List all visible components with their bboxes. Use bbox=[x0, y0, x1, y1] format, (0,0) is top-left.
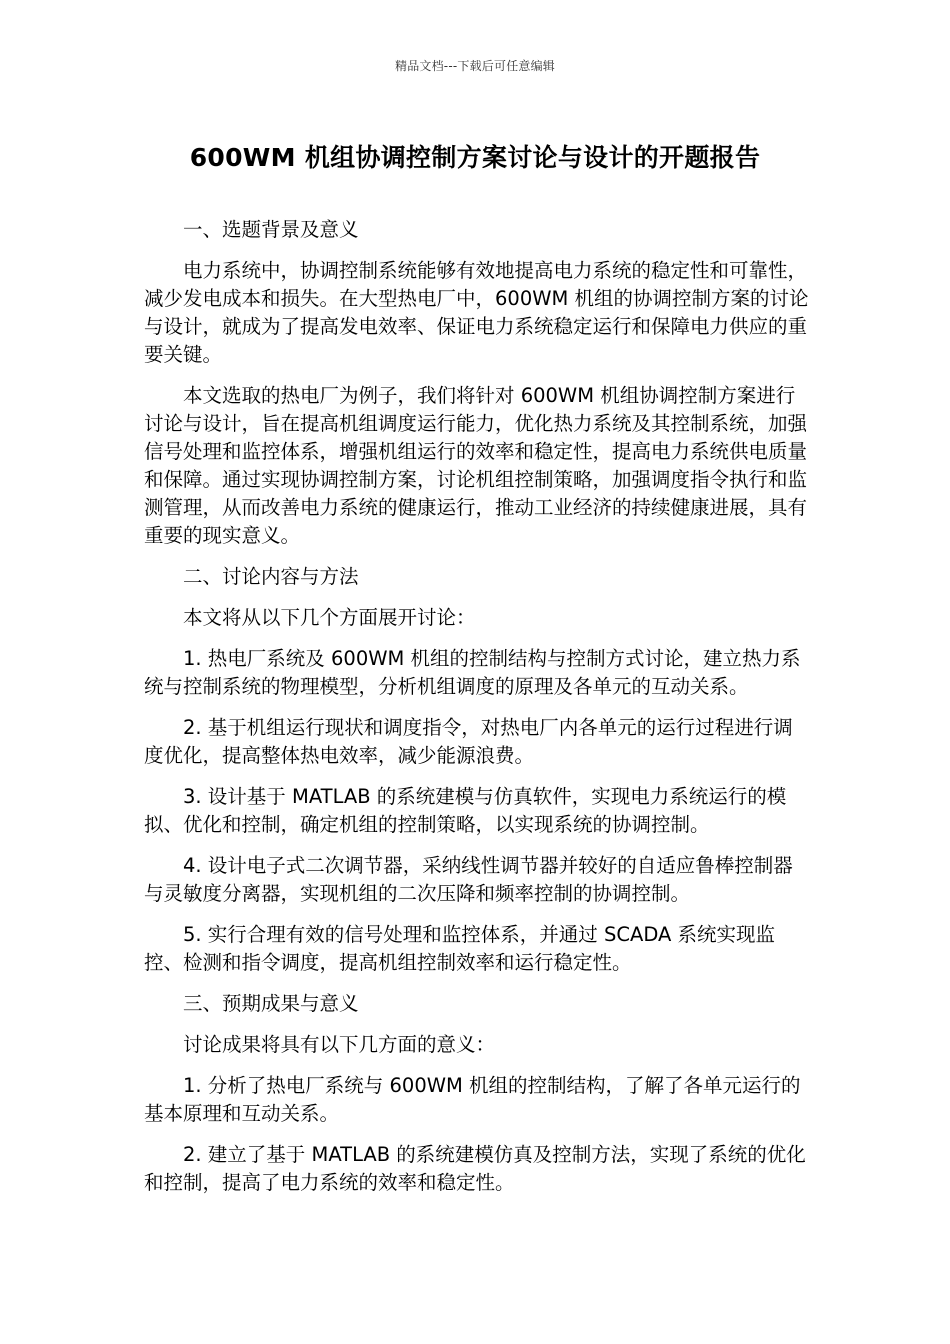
list-item-results-2: 2. 建立了基于 MATLAB 的系统建模仿真及控制方法，实现了系统的优化和控制，提高了电力系统的效率和稳定性。 bbox=[144, 1143, 806, 1194]
paragraph-background-1: 电力系统中，协调控制系统能够有效地提高电力系统的稳定性和可靠性，减少发电成本和损失。在大型热电厂中，600WM 机组的协调控制方案的讨论与设计，就成为了提高发电效率、保证电力系统稳定运行和保障电力供应的重要关键。 bbox=[144, 259, 809, 366]
list-item-content-4: 4. 设计电子式二次调节器，采纳线性调节器并较好的自适应鲁棒控制器与灵敏度分离器，实现机组的二次压降和频率控制的协调控制。 bbox=[144, 854, 793, 905]
section-heading-background: 一、选题背景及意义 bbox=[183, 218, 359, 241]
list-item-results-1: 1. 分析了热电厂系统与 600WM 机组的控制结构，了解了各单元运行的基本原理和互动关系。 bbox=[144, 1074, 801, 1125]
section-heading-content-method: 二、讨论内容与方法 bbox=[183, 565, 359, 588]
list-item-content-3: 3. 设计基于 MATLAB 的系统建模与仿真软件，实现电力系统运行的模拟、优化和控制，确定机组的控制策略，以实现系统的协调控制。 bbox=[144, 785, 787, 836]
paragraph-results-intro: 讨论成果将具有以下几方面的意义： bbox=[183, 1033, 496, 1056]
section-heading-results: 三、预期成果与意义 bbox=[183, 992, 359, 1015]
document-title: 600WM 机组协调控制方案讨论与设计的开题报告 bbox=[189, 143, 761, 172]
list-item-content-5: 5. 实行合理有效的信号处理和监控体系，并通过 SCADA 系统实现监控、检测和指令调度，提高机组控制效率和运行稳定性。 bbox=[144, 923, 776, 974]
paragraph-background-2: 本文选取的热电厂为例子，我们将针对 600WM 机组协调控制方案进行讨论与设计，旨在提高机组调度运行能力，优化热力系统及其控制系统，加强信号处理和监控体系，增强机组运行的效率和稳定性，提高电力系统供电质量和保障。通过实现协调控制方案，讨论机组控制策略，加强调度指令执行和监测管理，从而改善电力系统的健康运行，推动工业经济的持续健康进展，具有重要的现实意义。 bbox=[144, 384, 808, 547]
paragraph-content-intro: 本文将从以下几个方面展开讨论： bbox=[183, 606, 476, 629]
list-item-content-2: 2. 基于机组运行现状和调度指令，对热电厂内各单元的运行过程进行调度优化，提高整体热电效率，减少能源浪费。 bbox=[144, 716, 793, 767]
document-body bbox=[144, 216, 810, 1210]
header-note: 精品文档---下载后可任意编辑 bbox=[395, 59, 555, 73]
list-item-content-1: 1. 热电厂系统及 600WM 机组的控制结构与控制方式讨论，建立热力系统与控制系统的物理模型，分析机组调度的原理及各单元的互动关系。 bbox=[144, 647, 801, 698]
